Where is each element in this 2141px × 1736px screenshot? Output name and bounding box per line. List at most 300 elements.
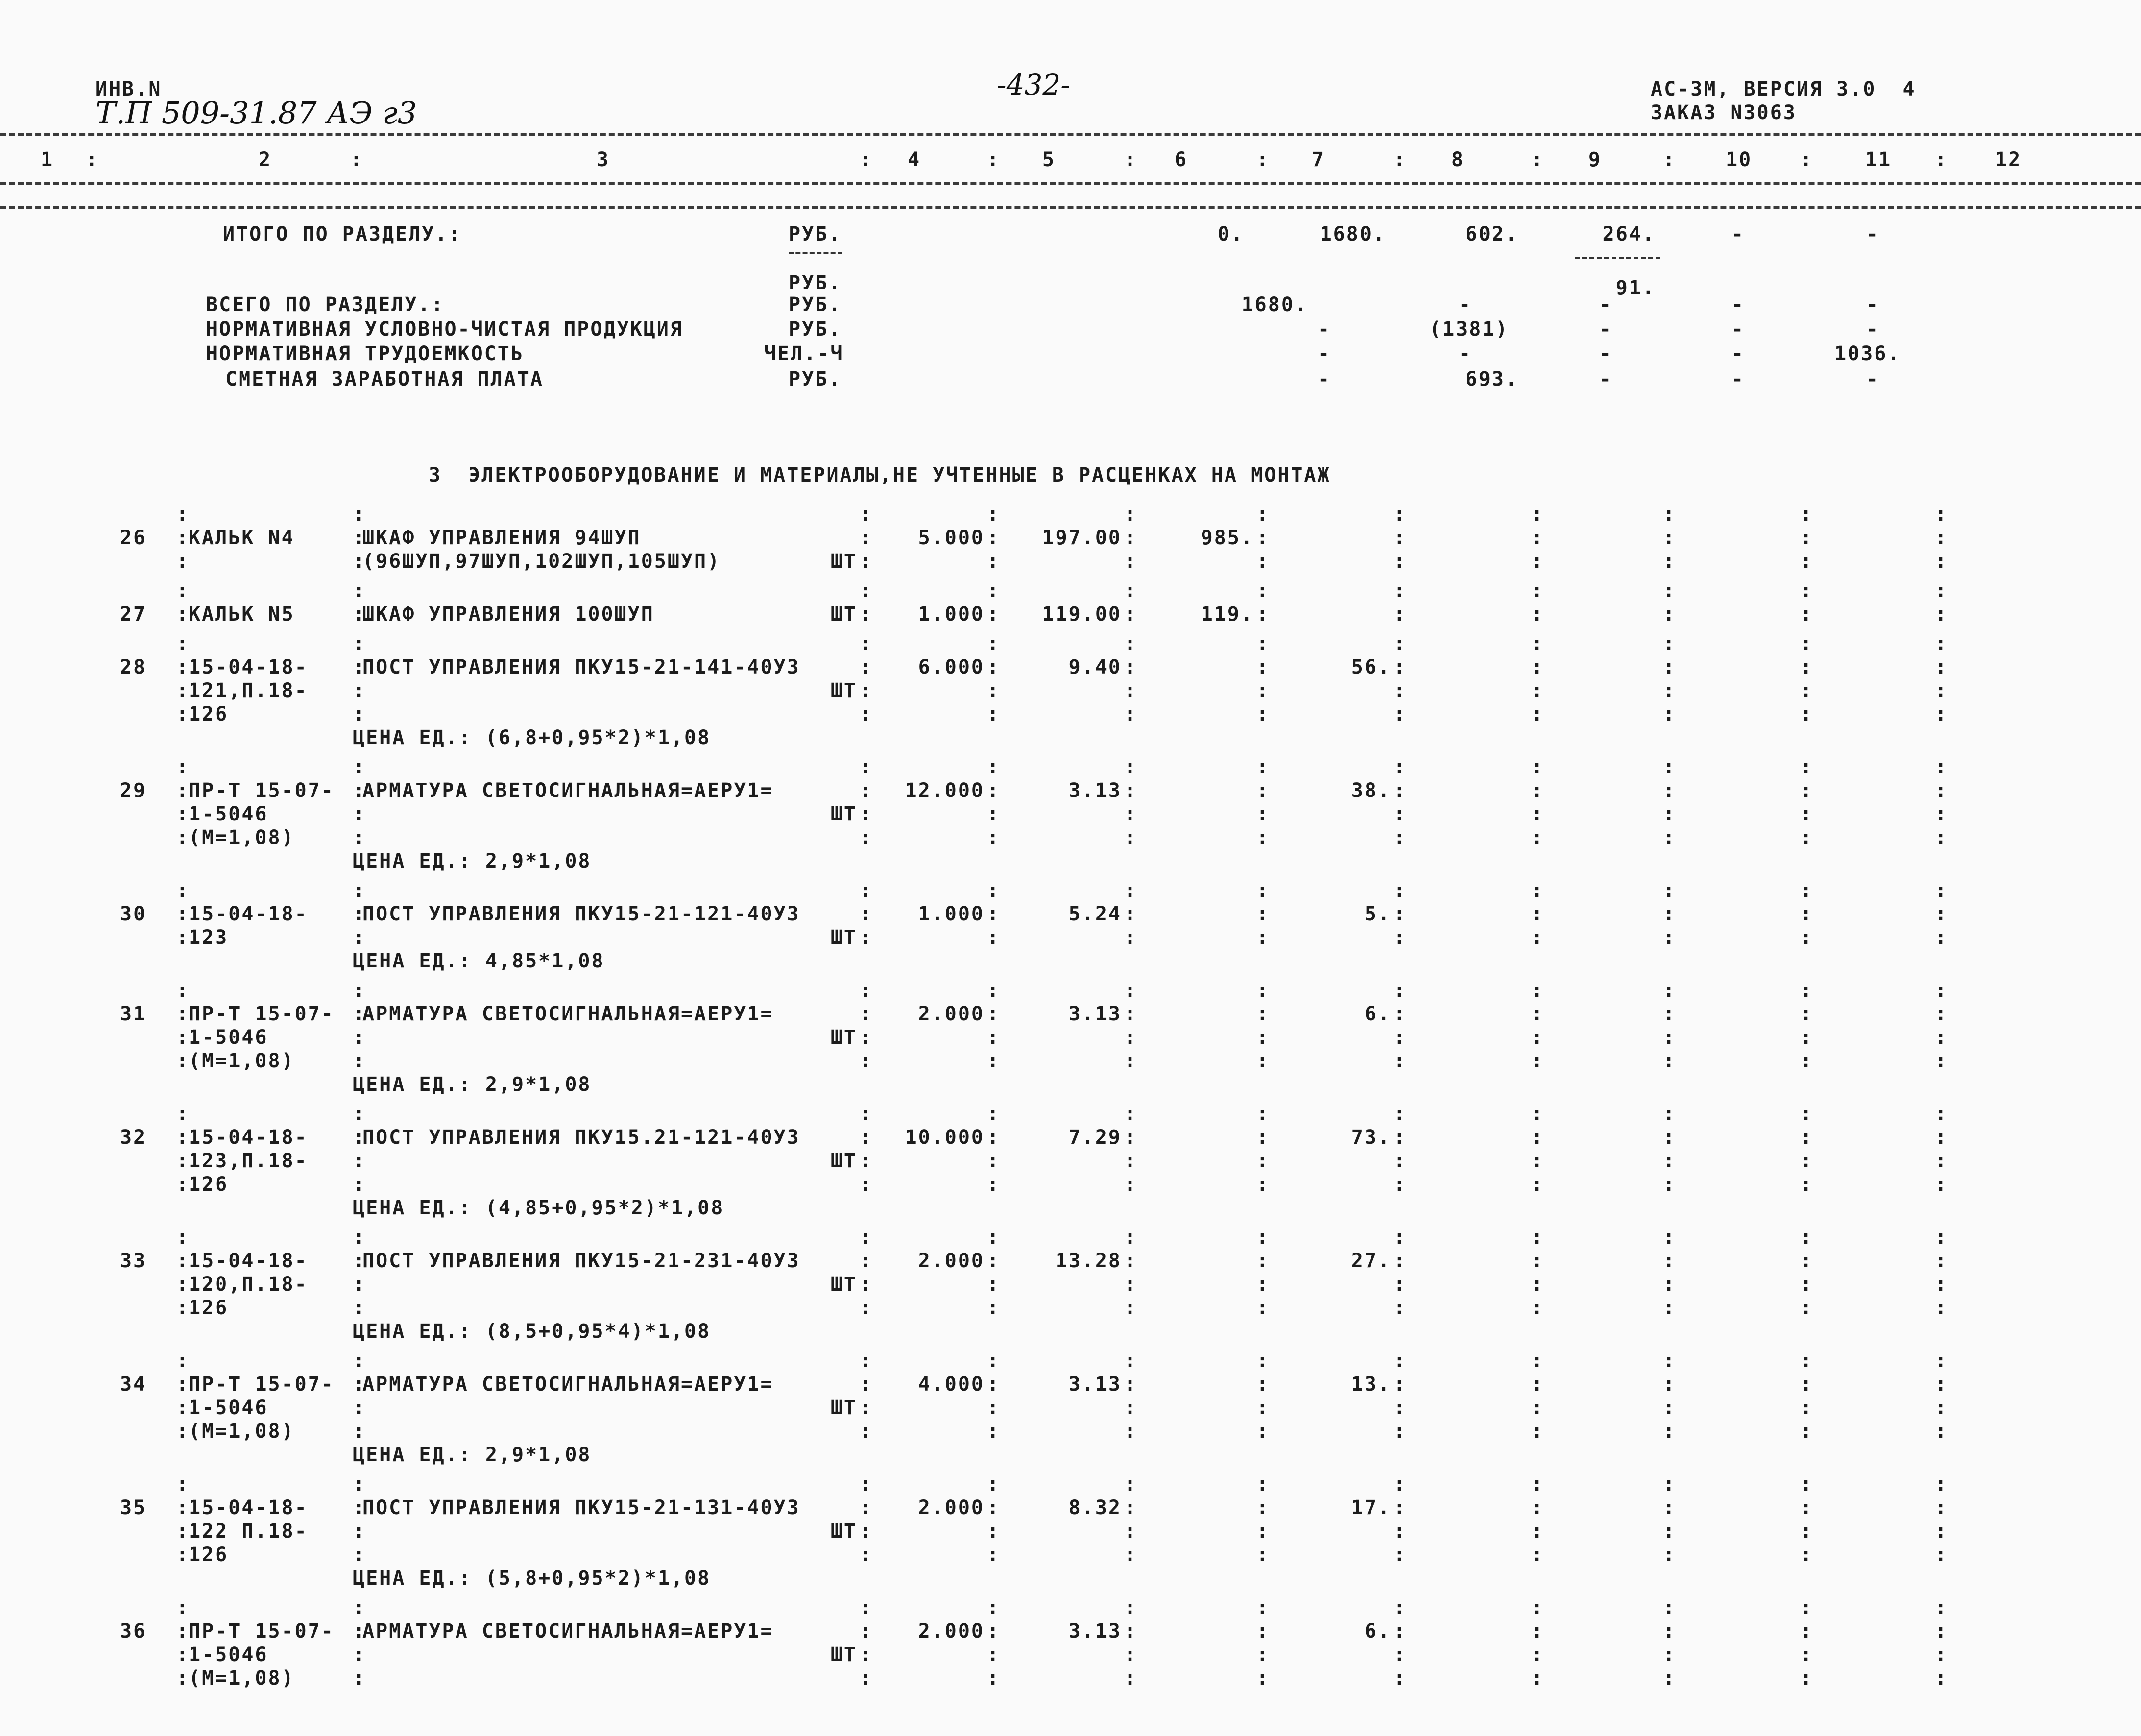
row-code: 1-5046 (189, 1397, 268, 1419)
row-separator: : (176, 926, 189, 949)
row-separator: : (1935, 756, 1947, 778)
row-separator: : (1800, 926, 1812, 949)
row-separator: : (1394, 1397, 1406, 1419)
row-separator: : (987, 1643, 999, 1666)
row-number: 30 (120, 903, 147, 925)
row-total-cost: 73. (1351, 1126, 1391, 1149)
row-separator: : (1663, 979, 1675, 1002)
row-code: (М=1,08) (189, 1420, 295, 1443)
itogo-unit: РУБ. (789, 223, 842, 245)
row-separator: : (1124, 632, 1136, 655)
row-separator: : (1124, 703, 1136, 725)
row-separator: : (353, 1026, 365, 1049)
row-price-formula: ЦЕНА ЕД.: (5,8+0,95*2)*1,08 (353, 1567, 711, 1590)
row-separator: : (1124, 756, 1136, 778)
row-separator: : (1124, 779, 1136, 802)
row-separator: : (1935, 1596, 1947, 1619)
row-separator: : (1256, 979, 1269, 1002)
row-unit: ШТ (830, 1643, 857, 1666)
row-separator: : (1531, 1596, 1543, 1619)
row-separator: : (1935, 926, 1947, 949)
row-separator: : (860, 579, 872, 602)
row-code: 126 (189, 1173, 229, 1196)
row-separator: : (1394, 1496, 1406, 1519)
row-separator: : (1256, 1150, 1269, 1172)
row-separator: : (1935, 603, 1947, 626)
wage-col10: - (1732, 368, 1745, 390)
wage-col11: - (1866, 368, 1880, 390)
row-separator: : (1394, 1420, 1406, 1443)
row-separator: : (176, 1496, 189, 1519)
row-separator: : (1800, 1226, 1812, 1249)
rub-unit-2: РУБ. (789, 272, 842, 294)
row-separator: : (987, 1173, 999, 1196)
row-separator: : (1256, 1026, 1269, 1049)
row-separator: : (176, 527, 189, 549)
row-separator: : (860, 527, 872, 549)
row-separator: : (1256, 550, 1269, 573)
row-unit-price: 7.29 (1068, 1126, 1122, 1149)
ncp-label: НОРМАТИВНАЯ УСЛОВНО-ЧИСТАЯ ПРОДУКЦИЯ (206, 318, 683, 340)
row-separator: : (1935, 1003, 1947, 1025)
row-separator: : (1800, 1003, 1812, 1025)
row-separator: : (860, 603, 872, 626)
row-separator: : (1935, 779, 1947, 802)
row-separator: : (860, 1226, 872, 1249)
row-separator: : (1663, 527, 1675, 549)
column-separator: : (1124, 148, 1136, 171)
row-separator: : (1256, 1273, 1269, 1296)
row-separator: : (1935, 1297, 1947, 1319)
row-separator: : (1800, 1150, 1812, 1172)
row-code: 123 (189, 926, 229, 949)
row-unit: ШТ (830, 603, 857, 626)
row-separator: : (987, 1297, 999, 1319)
row-separator: : (1800, 1126, 1812, 1149)
row-quantity: 1.000 (918, 603, 985, 626)
rub-value-2: 91. (1615, 277, 1656, 299)
row-separator: : (1800, 1350, 1812, 1372)
row-separator: : (353, 1173, 365, 1196)
row-separator: : (1800, 703, 1812, 725)
row-separator: : (353, 1543, 365, 1566)
row-separator: : (1124, 803, 1136, 825)
row-separator: : (860, 503, 872, 526)
ncp-col7: - (1318, 318, 1331, 340)
row-separator: : (1663, 679, 1675, 702)
row-separator: : (1394, 1620, 1406, 1642)
row-separator: : (1256, 756, 1269, 778)
row-separator: : (176, 1520, 189, 1543)
row-number: 31 (120, 1003, 147, 1025)
row-separator: : (1256, 656, 1269, 678)
row-separator: : (353, 1273, 365, 1296)
row-separator: : (1256, 1350, 1269, 1372)
row-separator: : (860, 1050, 872, 1072)
row-unit-price: 13.28 (1055, 1250, 1122, 1272)
row-separator: : (1935, 503, 1947, 526)
row-separator: : (987, 1520, 999, 1543)
row-separator: : (1935, 1496, 1947, 1519)
row-separator: : (176, 979, 189, 1002)
row-separator: : (860, 1596, 872, 1619)
row-separator: : (353, 1250, 365, 1272)
row-quantity: 10.000 (905, 1126, 985, 1149)
row-separator: : (860, 1520, 872, 1543)
row-separator: : (1800, 1026, 1812, 1049)
row-price-formula: ЦЕНА ЕД.: 2,9*1,08 (353, 1444, 592, 1466)
row-separator: : (1800, 1397, 1812, 1419)
row-separator: : (987, 1350, 999, 1372)
row-separator: : (176, 1150, 189, 1172)
wage-col9: - (1599, 368, 1613, 390)
row-separator: : (176, 903, 189, 925)
row-separator: : (987, 679, 999, 702)
row-separator: : (1935, 1543, 1947, 1566)
row-separator: : (1935, 1643, 1947, 1666)
row-separator: : (1124, 1026, 1136, 1049)
row-number: 35 (120, 1496, 147, 1519)
row-separator: : (1531, 503, 1543, 526)
row-unit: ШТ (830, 1397, 857, 1419)
row-separator: : (1935, 1026, 1947, 1049)
row-separator: : (1663, 1643, 1675, 1666)
row-separator: : (1800, 1473, 1812, 1495)
row-separator: : (987, 1003, 999, 1025)
row-separator: : (176, 1620, 189, 1642)
row-separator: : (987, 1226, 999, 1249)
row-description: ПОСТ УПРАВЛЕНИЯ ПКУ15-21-231-40У3 (362, 1250, 800, 1272)
row-separator: : (1124, 1173, 1136, 1196)
labor-label: НОРМАТИВНАЯ ТРУДОЕМКОСТЬ (206, 342, 524, 365)
row-separator: : (1124, 879, 1136, 902)
row-separator: : (1124, 1050, 1136, 1072)
row-separator: : (987, 1103, 999, 1125)
row-separator: : (860, 1420, 872, 1443)
row-separator: : (1800, 503, 1812, 526)
row-separator: : (353, 879, 365, 902)
column-number-7: 7 (1312, 148, 1325, 171)
row-separator: : (1663, 1150, 1675, 1172)
row-separator: : (987, 979, 999, 1002)
row-separator: : (1256, 1473, 1269, 1495)
row-separator: : (1531, 1620, 1543, 1642)
row-description: АРМАТУРА СВЕТОСИГНАЛЬНАЯ=АЕРУ1= (362, 779, 774, 802)
row-separator: : (987, 1496, 999, 1519)
row-total-cost: 119. (1201, 603, 1254, 626)
row-description: АРМАТУРА СВЕТОСИГНАЛЬНАЯ=АЕРУ1= (362, 1003, 774, 1025)
row-code: 123,П.18- (189, 1150, 308, 1172)
row-separator: : (1531, 803, 1543, 825)
row-separator: : (176, 503, 189, 526)
row-separator: : (1394, 679, 1406, 702)
row-separator: : (1256, 1226, 1269, 1249)
row-separator: : (1800, 826, 1812, 849)
row-separator: : (176, 1596, 189, 1619)
row-price-formula: ЦЕНА ЕД.: (6,8+0,95*2)*1,08 (353, 726, 711, 749)
row-separator: : (1663, 903, 1675, 925)
row-separator: : (353, 1473, 365, 1495)
row-code: 126 (189, 703, 229, 725)
row-code: КАЛЬК N5 (189, 603, 295, 626)
row-separator: : (1256, 1420, 1269, 1443)
row-separator: : (987, 826, 999, 849)
row-separator: : (353, 1420, 365, 1443)
row-separator: : (1935, 1420, 1947, 1443)
row-separator: : (1663, 1173, 1675, 1196)
row-separator: : (353, 1496, 365, 1519)
row-separator: : (1124, 1373, 1136, 1396)
row-separator: : (1935, 1273, 1947, 1296)
row-quantity: 4.000 (918, 1373, 985, 1396)
row-separator: : (1256, 527, 1269, 549)
row-code: (М=1,08) (189, 826, 295, 849)
row-number: 32 (120, 1126, 147, 1149)
row-separator: : (987, 632, 999, 655)
row-separator: : (353, 503, 365, 526)
row-separator: : (987, 903, 999, 925)
row-separator: : (1663, 1667, 1675, 1689)
row-separator: : (1935, 579, 1947, 602)
row-separator: : (1800, 903, 1812, 925)
row-separator: : (353, 826, 365, 849)
row-separator: : (1531, 926, 1543, 949)
row-separator: : (1394, 1050, 1406, 1072)
row-separator: : (353, 550, 365, 573)
row-separator: : (1663, 656, 1675, 678)
row-separator: : (1256, 1297, 1269, 1319)
row-price-formula: ЦЕНА ЕД.: (4,85+0,95*2)*1,08 (353, 1197, 724, 1219)
ncp-col8: (1381) (1429, 318, 1509, 340)
row-separator: : (1124, 1350, 1136, 1372)
row-separator: : (353, 903, 365, 925)
row-separator: : (1531, 1150, 1543, 1172)
row-separator: : (1800, 527, 1812, 549)
row-description: ПОСТ УПРАВЛЕНИЯ ПКУ15-21-131-40У3 (362, 1496, 800, 1519)
row-separator: : (1531, 1420, 1543, 1443)
row-separator: : (860, 1543, 872, 1566)
row-separator: : (987, 527, 999, 549)
row-separator: : (1935, 703, 1947, 725)
row-number: 36 (120, 1620, 147, 1642)
row-separator: : (1663, 1297, 1675, 1319)
row-separator: : (1531, 756, 1543, 778)
row-code: (М=1,08) (189, 1667, 295, 1689)
row-separator: : (1124, 903, 1136, 925)
column-separator: : (1800, 148, 1812, 171)
row-separator: : (987, 779, 999, 802)
row-separator: : (860, 1620, 872, 1642)
row-separator: : (1531, 1173, 1543, 1196)
row-separator: : (987, 1596, 999, 1619)
row-separator: : (1935, 1126, 1947, 1149)
page-number: -432- (997, 68, 1070, 101)
row-separator: : (1256, 703, 1269, 725)
row-total-cost: 56. (1351, 656, 1391, 678)
row-separator: : (987, 1620, 999, 1642)
row-separator: : (1935, 1250, 1947, 1272)
row-unit: ШТ (830, 679, 857, 702)
vsego-col10: - (1732, 293, 1745, 316)
itogo-col7: 1680. (1320, 223, 1386, 245)
row-separator: : (1663, 632, 1675, 655)
row-separator: : (1394, 1297, 1406, 1319)
row-separator: : (176, 1643, 189, 1666)
row-code: 15-04-18- (189, 1126, 308, 1149)
row-separator: : (1531, 1543, 1543, 1566)
row-separator: : (1124, 1643, 1136, 1666)
row-separator: : (860, 1373, 872, 1396)
row-separator: : (987, 1273, 999, 1296)
row-description: ШКАФ УПРАВЛЕНИЯ 94ШУП (362, 527, 641, 549)
row-separator: : (176, 1126, 189, 1149)
row-separator: : (1663, 1520, 1675, 1543)
row-separator: : (1531, 779, 1543, 802)
row-separator: : (1531, 1003, 1543, 1025)
row-separator: : (1935, 826, 1947, 849)
header-rule-top (0, 133, 2141, 136)
row-separator: : (176, 1420, 189, 1443)
row-separator: : (987, 603, 999, 626)
header-rule-bottom (0, 206, 2141, 209)
row-separator: : (1663, 550, 1675, 573)
column-separator: : (1256, 148, 1269, 171)
ncp-unit: РУБ. (789, 318, 842, 340)
row-separator: : (1531, 1496, 1543, 1519)
itogo-col10: - (1732, 223, 1745, 245)
row-separator: : (1256, 1173, 1269, 1196)
row-total-cost: 6. (1364, 1620, 1391, 1642)
row-description: ШКАФ УПРАВЛЕНИЯ 100ШУП (362, 603, 654, 626)
column-separator: : (1394, 148, 1406, 171)
row-separator: : (1256, 679, 1269, 702)
row-separator: : (860, 1350, 872, 1372)
row-separator: : (1935, 1050, 1947, 1072)
row-separator: : (1800, 1520, 1812, 1543)
row-separator: : (1394, 503, 1406, 526)
row-code: 1-5046 (189, 1643, 268, 1666)
row-separator: : (176, 1543, 189, 1566)
row-separator: : (1663, 1420, 1675, 1443)
row-separator: : (1935, 1103, 1947, 1125)
row-separator: : (1394, 1003, 1406, 1025)
row-separator: : (1663, 1003, 1675, 1025)
row-separator: : (1256, 1003, 1269, 1025)
row-separator: : (1256, 1050, 1269, 1072)
row-separator: : (353, 1620, 365, 1642)
row-description: ПОСТ УПРАВЛЕНИЯ ПКУ15-21-141-40У3 (362, 656, 800, 678)
row-separator: : (1256, 926, 1269, 949)
row-separator: : (1800, 1420, 1812, 1443)
row-total-cost: 985. (1201, 527, 1254, 549)
row-separator: : (860, 926, 872, 949)
row-description: АРМАТУРА СВЕТОСИГНАЛЬНАЯ=АЕРУ1= (362, 1620, 774, 1642)
column-number-8: 8 (1451, 148, 1465, 171)
vsego-col11: - (1866, 293, 1880, 316)
row-separator: : (987, 879, 999, 902)
row-separator: : (353, 656, 365, 678)
row-separator: : (987, 1473, 999, 1495)
row-separator: : (1935, 1397, 1947, 1419)
row-separator: : (176, 603, 189, 626)
row-separator: : (1663, 1620, 1675, 1642)
row-separator: : (353, 1350, 365, 1372)
row-separator: : (1800, 632, 1812, 655)
wage-label: СМЕТНАЯ ЗАРАБОТНАЯ ПЛАТА (225, 368, 544, 390)
row-separator: : (1394, 1350, 1406, 1372)
row-unit-price: 8.32 (1068, 1496, 1122, 1519)
row-unit-price: 3.13 (1068, 1003, 1122, 1025)
row-total-cost: 17. (1351, 1496, 1391, 1519)
row-separator: : (1663, 1103, 1675, 1125)
row-separator: : (1531, 1026, 1543, 1049)
row-separator: : (1256, 1543, 1269, 1566)
row-separator: : (987, 579, 999, 602)
row-separator: : (1124, 1273, 1136, 1296)
row-separator: : (1663, 1496, 1675, 1519)
row-separator: : (353, 979, 365, 1002)
row-separator: : (176, 1667, 189, 1689)
row-separator: : (1531, 1473, 1543, 1495)
row-separator: : (353, 756, 365, 778)
column-separator: : (1935, 148, 1947, 171)
row-separator: : (176, 1350, 189, 1372)
row-separator: : (1663, 779, 1675, 802)
row-number: 29 (120, 779, 147, 802)
row-separator: : (1124, 679, 1136, 702)
row-unit: ШТ (830, 1150, 857, 1172)
row-separator: : (1531, 1373, 1543, 1396)
row-unit: ШТ (830, 1273, 857, 1296)
row-separator: : (1800, 979, 1812, 1002)
row-separator: : (353, 579, 365, 602)
vsego-col9: - (1599, 293, 1613, 316)
row-separator: : (1663, 603, 1675, 626)
labor-col11: 1036. (1834, 342, 1901, 365)
row-unit-price: 3.13 (1068, 779, 1122, 802)
row-separator: : (1394, 1026, 1406, 1049)
row-separator: : (1663, 803, 1675, 825)
wage-col7: - (1318, 368, 1331, 390)
column-separator: : (860, 148, 872, 171)
row-code: 126 (189, 1297, 229, 1319)
row-separator: : (1394, 926, 1406, 949)
row-code: ПР-Т 15-07- (189, 1373, 335, 1396)
column-number-5: 5 (1042, 148, 1056, 171)
row-separator: : (176, 679, 189, 702)
row-code: (М=1,08) (189, 1050, 295, 1072)
ncp-col9: - (1599, 318, 1613, 340)
itogo-label: ИТОГО ПО РАЗДЕЛУ.: (223, 223, 462, 245)
row-separator: : (353, 1520, 365, 1543)
row-separator: : (1124, 1126, 1136, 1149)
row-separator: : (1531, 1297, 1543, 1319)
row-separator: : (1256, 1643, 1269, 1666)
row-separator: : (176, 1173, 189, 1196)
row-separator: : (353, 1397, 365, 1419)
column-number-1: 1 (41, 148, 54, 171)
row-separator: : (860, 1173, 872, 1196)
row-separator: : (860, 756, 872, 778)
row-separator: : (1394, 1150, 1406, 1172)
row-separator: : (860, 779, 872, 802)
row-separator: : (176, 703, 189, 725)
row-separator: : (1663, 1543, 1675, 1566)
row-separator: : (987, 703, 999, 725)
row-separator: : (353, 926, 365, 949)
row-separator: : (353, 703, 365, 725)
column-separator: : (86, 148, 98, 171)
